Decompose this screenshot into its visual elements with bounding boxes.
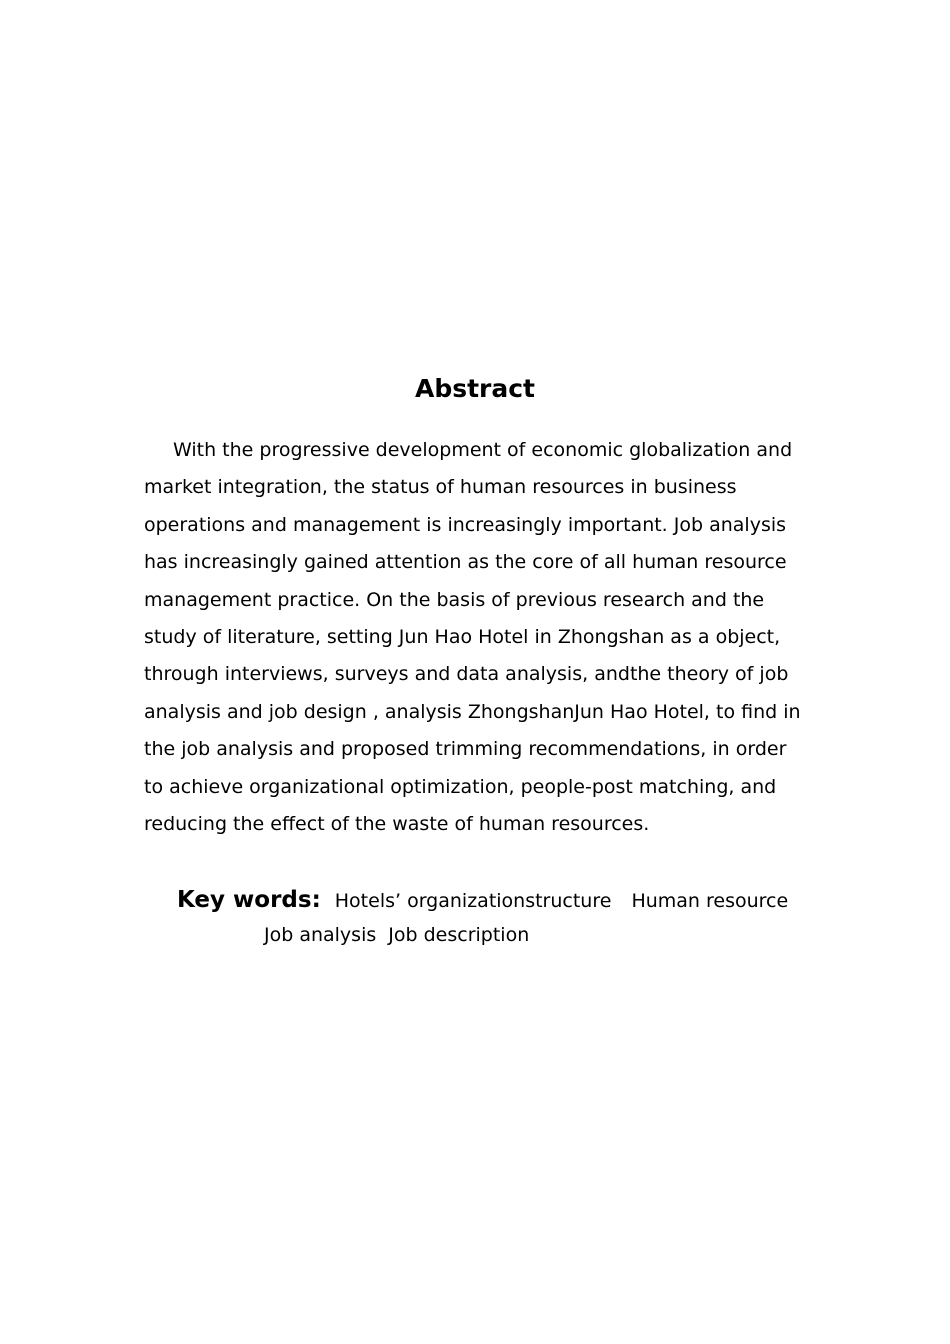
abstract-line: analysis and job design , analysis ZhongshanJun Hao Hotel, to find in [144, 700, 801, 723]
abstract-line: management practice. On the basis of previous research and the [144, 588, 765, 611]
abstract-line: has increasingly gained attention as the core of all human resource [144, 551, 787, 574]
abstract-line: study of literature, setting Jun Hao Hotel in Zhongshan as a object, [144, 626, 781, 649]
abstract-body [144, 432, 824, 843]
abstract-line: to achieve organizational optimization, people-post matching, and [144, 775, 777, 798]
abstract-title: Abstract [414, 374, 536, 403]
keywords-label: Key words: [177, 887, 321, 913]
abstract-line: through interviews, surveys and data analysis, andthe theory of job [144, 663, 789, 686]
keywords-line-2 [264, 920, 529, 950]
abstract-line: market integration, the status of human resources in business [144, 476, 737, 499]
keyword-item: Human resource [631, 890, 789, 912]
abstract-line: reducing the effect of the waste of human resources. [144, 813, 650, 836]
abstract-line: the job analysis and proposed trimming recommendations, in order [144, 738, 787, 761]
keyword-item: Hotels’ organizationstructure [334, 890, 612, 912]
keyword-item: Job description [388, 924, 530, 946]
abstract-line: With the progressive development of economic globalization and [173, 439, 793, 461]
abstract-line: operations and management is increasingly important. Job analysis [144, 513, 787, 536]
keyword-item: Job analysis [264, 924, 377, 946]
keywords-line-1 [177, 884, 788, 917]
